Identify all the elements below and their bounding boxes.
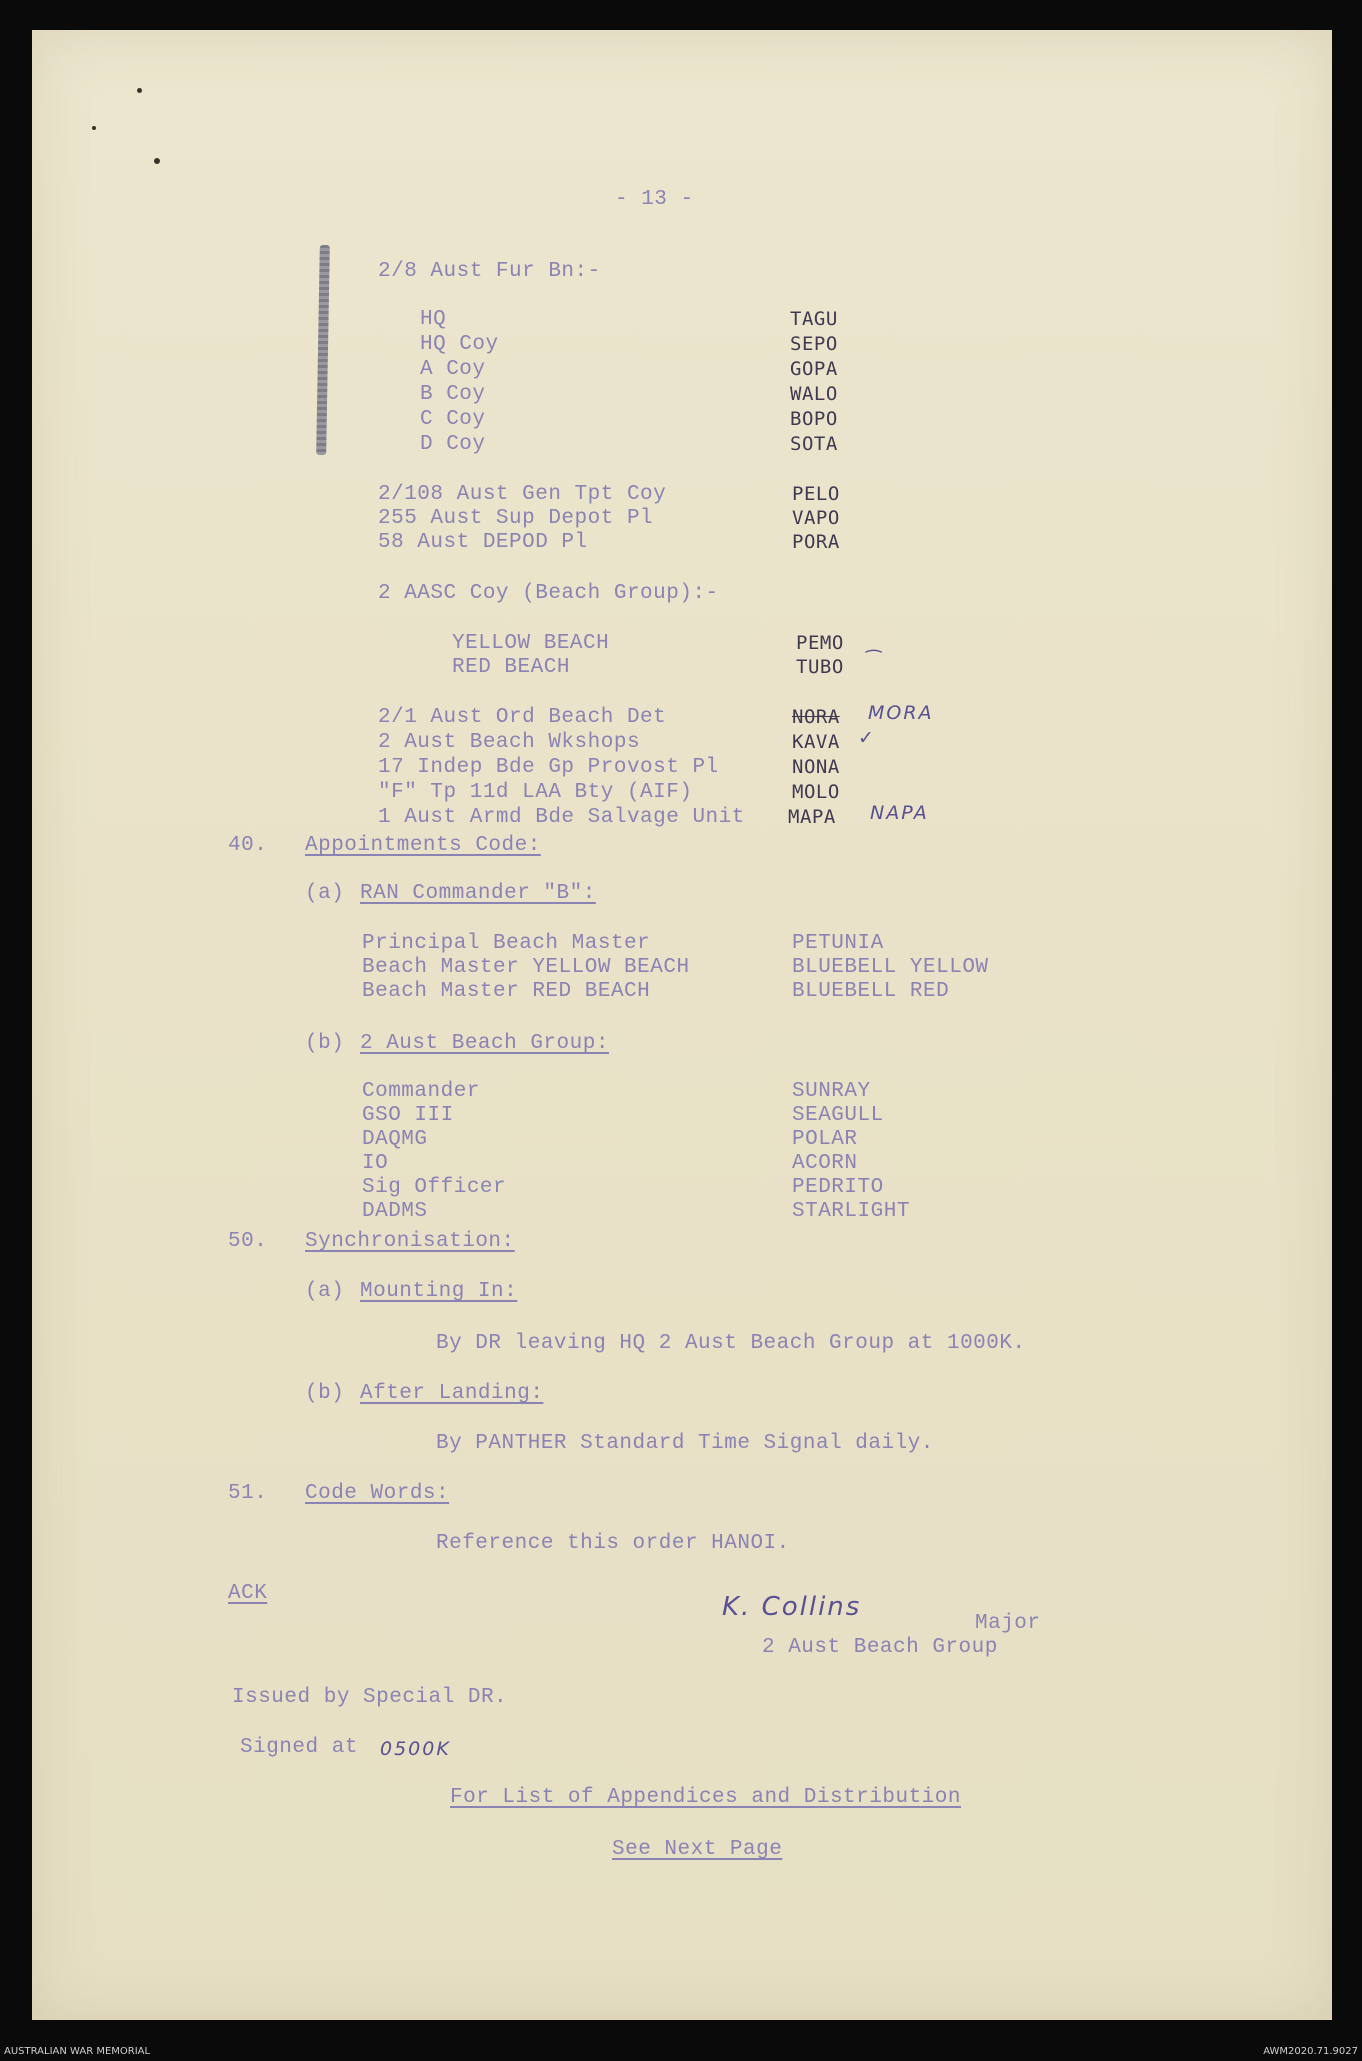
handwritten-code: MORA xyxy=(868,702,934,724)
unit-code: MAPA xyxy=(788,806,836,828)
sub-label: (b) xyxy=(305,1032,345,1055)
unit-code: NORA xyxy=(792,706,840,728)
punch-mark xyxy=(92,126,96,130)
appointment-code: POLAR xyxy=(792,1128,858,1151)
section-title: Synchronisation: xyxy=(305,1230,515,1253)
appointment-name: DAQMG xyxy=(362,1128,428,1151)
handwritten-code: NAPA xyxy=(870,802,929,824)
punch-mark xyxy=(154,158,160,164)
unit-name: HQ xyxy=(420,308,447,331)
unit-name: B Coy xyxy=(420,383,486,406)
appointment-code: BLUEBELL RED xyxy=(792,980,950,1003)
unit-code: SEPO xyxy=(790,333,838,355)
unit-code: SOTA xyxy=(790,433,838,455)
appointment-name: Commander xyxy=(362,1080,480,1103)
unit-code: TAGU xyxy=(790,308,838,330)
footer-right: AWM2020.71.9027 xyxy=(1263,2046,1358,2057)
unit-name: 2/108 Aust Gen Tpt Coy xyxy=(378,483,667,506)
appointment-code: SEAGULL xyxy=(792,1104,884,1127)
appointment-code: PETUNIA xyxy=(792,932,884,955)
punch-mark xyxy=(137,88,142,93)
appointment-name: GSO III xyxy=(362,1104,454,1127)
unit-code: KAVA xyxy=(792,731,840,753)
unit-code: PELO xyxy=(792,483,840,505)
issued-line: Issued by Special DR. xyxy=(232,1686,508,1709)
appointment-name: Beach Master RED BEACH xyxy=(362,980,651,1003)
aasc-heading: 2 AASC Coy (Beach Group):- xyxy=(378,582,719,605)
unit-name: D Coy xyxy=(420,433,486,456)
unit-name: 255 Aust Sup Depot Pl xyxy=(378,507,654,530)
appointment-code: ACORN xyxy=(792,1152,858,1175)
unit-code: VAPO xyxy=(792,507,840,529)
signatory-unit: 2 Aust Beach Group xyxy=(762,1636,998,1659)
sub-label: (b) xyxy=(305,1382,345,1405)
sub-label: (a) xyxy=(305,882,345,905)
appointment-code: SUNRAY xyxy=(792,1080,871,1103)
see-next-page: See Next Page xyxy=(612,1838,783,1861)
appointment-code: STARLIGHT xyxy=(792,1200,910,1223)
ack-label: ACK xyxy=(228,1582,268,1605)
tick-mark: ⁀ xyxy=(866,650,884,672)
unit-name: 2/1 Aust Ord Beach Det xyxy=(378,706,667,729)
paragraph-text: By DR leaving HQ 2 Aust Beach Group at 1000K. xyxy=(436,1332,1026,1355)
unit-name: RED BEACH xyxy=(452,656,570,679)
unit-code: WALO xyxy=(790,383,838,405)
unit-name: 17 Indep Bde Gp Provost Pl xyxy=(378,756,719,779)
paragraph-text: Reference this order HANOI. xyxy=(436,1532,790,1555)
signed-at-label: Signed at xyxy=(240,1736,358,1759)
document-page xyxy=(32,30,1332,2020)
unit-name: 1 Aust Armd Bde Salvage Unit xyxy=(378,806,745,829)
signature: K. Collins xyxy=(722,1592,862,1622)
unit-code: PORA xyxy=(792,531,840,553)
para-number: 50. xyxy=(228,1230,268,1253)
appointment-code: PEDRITO xyxy=(792,1176,884,1199)
sub-title: Mounting In: xyxy=(360,1280,518,1303)
unit-name: C Coy xyxy=(420,408,486,431)
signatory-rank: Major xyxy=(975,1612,1041,1635)
sub-title: After Landing: xyxy=(360,1382,544,1405)
unit-name: A Coy xyxy=(420,358,486,381)
appointment-name: Principal Beach Master xyxy=(362,932,651,955)
sub-label: (a) xyxy=(305,1280,345,1303)
unit-code: NONA xyxy=(792,756,840,778)
appointment-name: Beach Master YELLOW BEACH xyxy=(362,956,690,979)
unit-name: "F" Tp 11d LAA Bty (AIF) xyxy=(378,781,693,804)
footer-left: AUSTRALIAN WAR MEMORIAL xyxy=(4,2046,151,2057)
signed-at-time: 0500K xyxy=(380,1738,451,1760)
tick-mark: ✓ xyxy=(858,727,876,749)
unit-name: HQ Coy xyxy=(420,333,499,356)
appointment-name: IO xyxy=(362,1152,389,1175)
unit-code: BOPO xyxy=(790,408,838,430)
unit-code: GOPA xyxy=(790,358,838,380)
appointment-name: Sig Officer xyxy=(362,1176,507,1199)
appendices-line: For List of Appendices and Distribution xyxy=(450,1786,961,1809)
sub-title: RAN Commander "B": xyxy=(360,882,596,905)
para-number: 51. xyxy=(228,1482,268,1505)
section-title: Code Words: xyxy=(305,1482,450,1505)
unit-name: 2 Aust Beach Wkshops xyxy=(378,731,641,754)
sub-title: 2 Aust Beach Group: xyxy=(360,1032,609,1055)
unit-code: TUBO xyxy=(796,656,844,678)
section-title: Appointments Code: xyxy=(305,834,541,857)
battalion-heading: 2/8 Aust Fur Bn:- xyxy=(378,260,601,283)
paragraph-text: By PANTHER Standard Time Signal daily. xyxy=(436,1432,934,1455)
appointment-name: DADMS xyxy=(362,1200,428,1223)
para-number: 40. xyxy=(228,834,268,857)
page-number: - 13 - xyxy=(615,188,694,211)
unit-name: 58 Aust DEPOD Pl xyxy=(378,531,588,554)
unit-code: PEMO xyxy=(796,632,844,654)
appointment-code: BLUEBELL YELLOW xyxy=(792,956,989,979)
unit-code: MOLO xyxy=(792,781,840,803)
unit-name: YELLOW BEACH xyxy=(452,632,610,655)
